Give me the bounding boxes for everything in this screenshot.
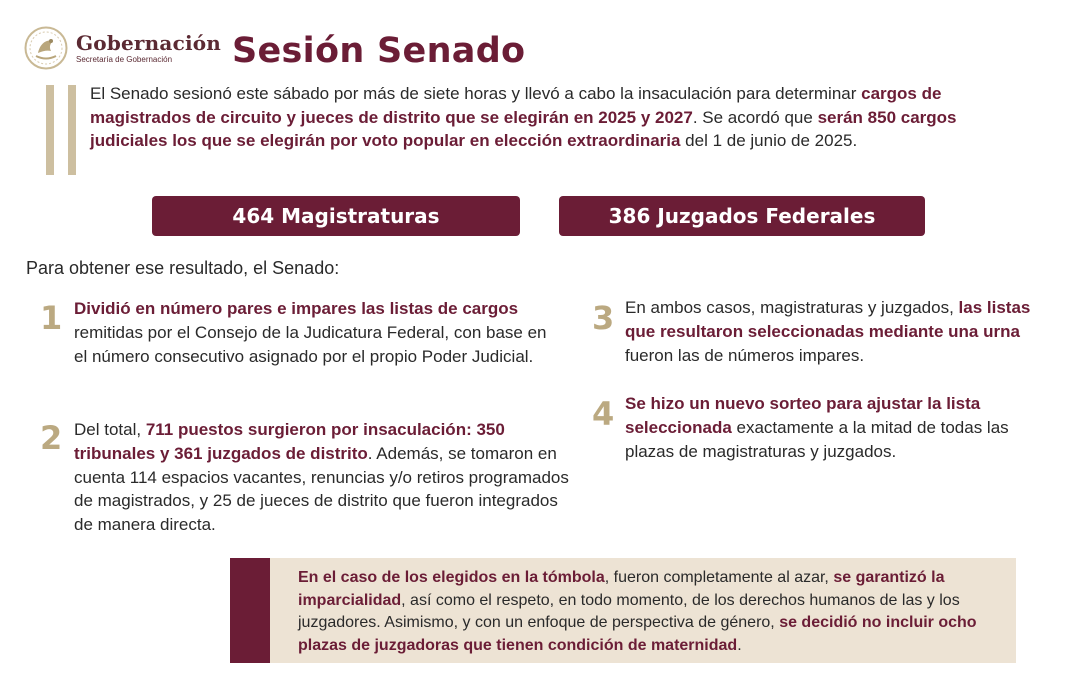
item-number: 3 <box>592 299 615 337</box>
list-item <box>74 297 554 368</box>
item-text: Del total, <box>74 420 146 439</box>
item-text: exactamente a la mitad de todas las plazas de magistraturas y juzgados. <box>625 417 1009 461</box>
note-highlight: se garantizó la imparcialidad <box>298 569 945 609</box>
item-highlight: las listas que resultaron seleccionadas mediante una urna <box>625 298 1031 341</box>
item-number: 4 <box>592 395 615 433</box>
page-title: Sesión Senado <box>232 31 526 71</box>
list-item <box>625 296 1045 367</box>
section-lead: Para obtener ese resultado, el Senado: <box>26 258 340 278</box>
intro-highlight: cargos de magistrados de circuito y jueces de distrito que se elegirán en 2025 y 2027 <box>90 84 942 127</box>
mexico-coat-of-arms-icon <box>24 26 68 70</box>
note-text: . <box>737 636 742 654</box>
item-highlight: Dividió en número pares e impares las listas de cargos <box>74 299 519 318</box>
item-number: 2 <box>40 419 63 457</box>
item-number: 1 <box>40 299 63 337</box>
intro-text: del 1 de junio de 2025. <box>680 131 858 150</box>
intro-text: . Se acordó que <box>692 107 818 127</box>
intro-highlight: serán 850 cargos judiciales los que se elegirán por voto popular en elección extraordinaria <box>90 107 957 150</box>
item-text: . Además, se tomaron en cuenta 114 espacios vacantes, renuncias y/o retiros programados de magistrados, y 25 de jueces de distrito que fueron integrados de manera directa. <box>74 443 569 535</box>
accent-bar-left <box>46 85 54 175</box>
magistraturas-badge: 464 Magistraturas <box>152 196 520 236</box>
note-text: , así como el respeto, en todo momento, de los derechos humanos de las y los juzgadores. Asimismo, y con un enfoque de perspectiva de género, <box>298 591 960 631</box>
list-item <box>74 418 574 537</box>
item-text: fueron las de números impares. <box>625 345 865 365</box>
juzgados-badge: 386 Juzgados Federales <box>559 196 925 236</box>
note-text: , fueron completamente al azar, <box>604 569 834 586</box>
brand-subtitle: Secretaría de Gobernación <box>76 55 173 64</box>
note-highlight: En el caso de los elegidos en la tómbola <box>298 569 605 586</box>
item-highlight: Se hizo un nuevo sorteo para ajustar la lista seleccionada <box>625 394 981 437</box>
intro-paragraph <box>90 82 1020 153</box>
list-item <box>625 392 1045 463</box>
intro-text: El Senado sesionó este sábado por más de siete horas y llevó a cabo la insaculación para determinar <box>90 84 862 103</box>
item-text: remitidas por el Consejo de la Judicatura Federal, con base en el número consecutivo asignado por el propio Poder Judicial. <box>74 322 547 366</box>
item-highlight: 711 puestos surgieron por insaculación: 350 tribunales y 361 juzgados de distrito <box>74 420 505 463</box>
brand-name: Gobernación <box>76 31 222 55</box>
brand-block <box>76 32 221 65</box>
item-text: En ambos casos, magistraturas y juzgados, <box>625 298 959 317</box>
note-highlight: se decidió no incluir ocho plazas de juzgadoras que tienen condición de maternidad <box>298 614 977 654</box>
note-paragraph <box>298 567 1003 657</box>
accent-bar-right <box>68 85 76 175</box>
note-accent-bar <box>230 558 270 663</box>
